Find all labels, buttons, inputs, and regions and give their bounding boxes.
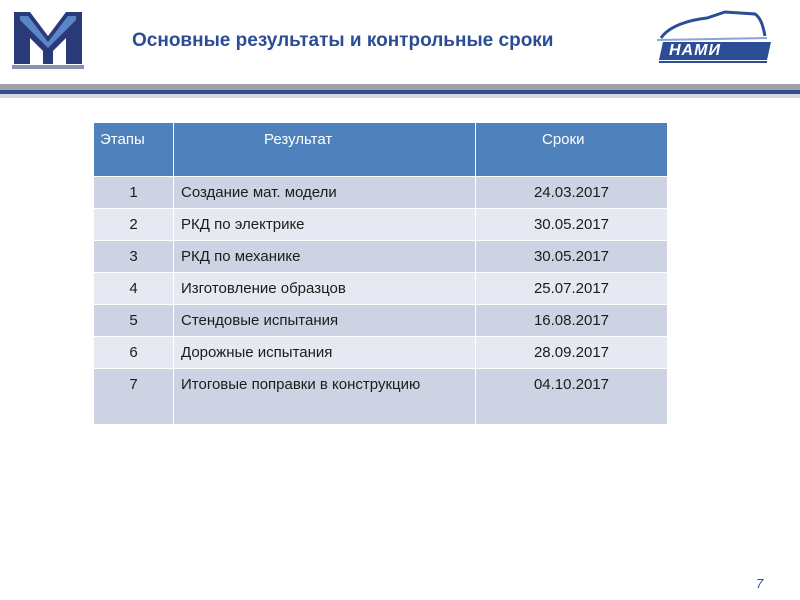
university-logo-caption	[12, 65, 84, 69]
university-logo-mark	[12, 10, 84, 66]
stage-number: 6	[94, 337, 174, 369]
stage-date: 30.05.2017	[476, 241, 668, 273]
page-number: 7	[756, 576, 764, 591]
table-row	[94, 241, 668, 273]
stage-number: 4	[94, 273, 174, 305]
column-header-dates: Сроки	[476, 123, 668, 177]
stage-number: 3	[94, 241, 174, 273]
stage-number: 2	[94, 209, 174, 241]
stage-date: 28.09.2017	[476, 337, 668, 369]
results-table	[93, 122, 668, 425]
header-rule-light	[0, 94, 800, 98]
table-row	[94, 305, 668, 337]
column-header-stages: Этапы	[94, 123, 174, 177]
nami-logo	[655, 8, 773, 70]
table-row	[94, 369, 668, 425]
stage-number: 5	[94, 305, 174, 337]
stage-number: 7	[94, 369, 174, 425]
page-title: Основные результаты и контрольные сроки	[132, 30, 554, 51]
table-header-row	[94, 123, 668, 177]
table-row	[94, 273, 668, 305]
table-row	[94, 337, 668, 369]
stage-date: 30.05.2017	[476, 209, 668, 241]
stage-result: Дорожные испытания	[174, 337, 476, 369]
stage-result: Изготовление образцов	[174, 273, 476, 305]
stage-date: 25.07.2017	[476, 273, 668, 305]
stage-result: Стендовые испытания	[174, 305, 476, 337]
stage-result: Итоговые поправки в конструкцию	[174, 369, 476, 425]
table-row	[94, 177, 668, 209]
stage-number: 1	[94, 177, 174, 209]
stage-result: РКД по механике	[174, 241, 476, 273]
nami-logo-text: НАМИ	[669, 42, 721, 59]
stage-result: РКД по электрике	[174, 209, 476, 241]
table-row	[94, 209, 668, 241]
car-outline-icon	[655, 8, 773, 70]
stage-date: 16.08.2017	[476, 305, 668, 337]
stage-result: Создание мат. модели	[174, 177, 476, 209]
column-header-result: Результат	[174, 123, 476, 177]
stage-date: 04.10.2017	[476, 369, 668, 425]
stage-date: 24.03.2017	[476, 177, 668, 209]
